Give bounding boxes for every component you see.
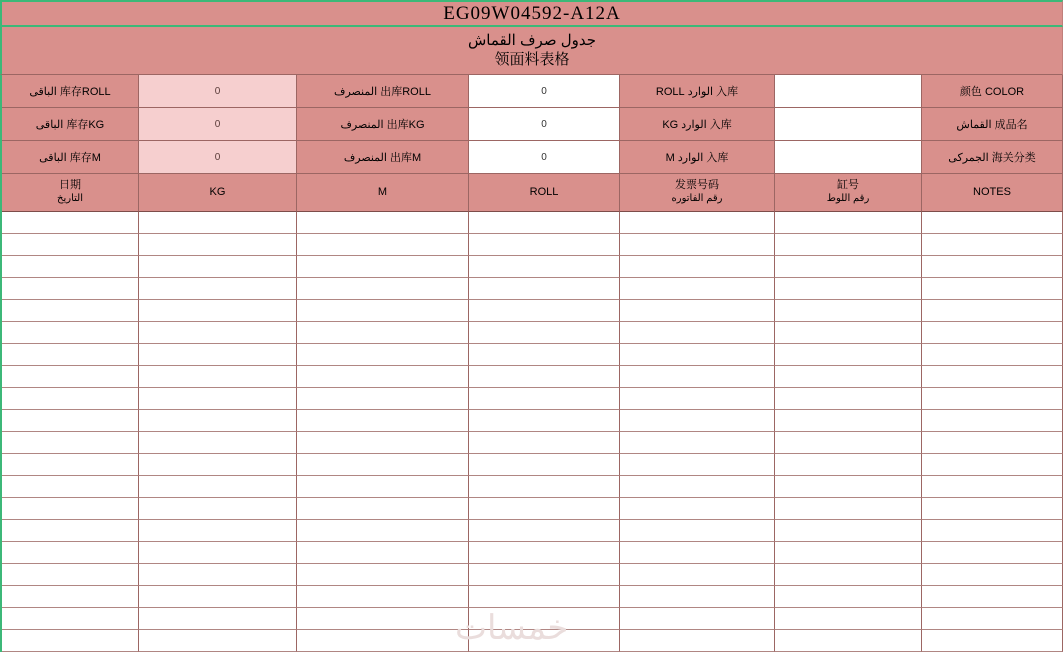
cell-lot[interactable] [775, 256, 922, 278]
cell-kg[interactable] [139, 410, 297, 432]
cell-invoice[interactable] [620, 586, 775, 608]
cell-kg[interactable] [139, 344, 297, 366]
cell-lot[interactable] [775, 234, 922, 256]
cell-date[interactable] [2, 608, 139, 630]
document-subtitle [0, 27, 1063, 75]
cell-roll[interactable] [469, 234, 620, 256]
subtitle-chinese: 领面料表格 [494, 50, 570, 68]
cell-lot[interactable] [775, 344, 922, 366]
cell-notes[interactable] [922, 410, 1063, 432]
cell-date[interactable] [2, 476, 139, 498]
product-name-label: 成品名 القماش [922, 108, 1063, 141]
cell-m[interactable] [297, 476, 469, 498]
cell-kg[interactable] [139, 476, 297, 498]
table-row [2, 520, 1063, 542]
table-row [2, 256, 1063, 278]
cell-invoice[interactable] [620, 542, 775, 564]
cell-kg[interactable] [139, 300, 297, 322]
column-header-lot-main: 缸号 [837, 179, 859, 192]
cell-invoice[interactable] [620, 278, 775, 300]
column-header-date-sub: التاريخ [57, 193, 83, 205]
cell-kg[interactable] [139, 520, 297, 542]
cell-m[interactable] [297, 344, 469, 366]
cell-date[interactable] [2, 586, 139, 608]
column-header-lot [775, 174, 922, 212]
cell-roll[interactable] [469, 256, 620, 278]
cell-invoice[interactable] [620, 564, 775, 586]
cell-notes[interactable] [922, 630, 1063, 652]
cell-notes[interactable] [922, 432, 1063, 454]
cell-invoice[interactable] [620, 344, 775, 366]
column-header-date-main: 日期 [59, 179, 81, 192]
column-header-invoice-main: 发票号码 [675, 179, 719, 192]
column-header-m [297, 174, 469, 212]
cell-invoice[interactable] [620, 608, 775, 630]
cell-invoice[interactable] [620, 630, 775, 652]
table-row [2, 608, 1063, 630]
cell-lot[interactable] [775, 432, 922, 454]
cell-lot[interactable] [775, 410, 922, 432]
cell-roll[interactable] [469, 300, 620, 322]
cell-kg[interactable] [139, 256, 297, 278]
cell-roll[interactable] [469, 608, 620, 630]
cell-invoice[interactable] [620, 322, 775, 344]
cell-notes[interactable] [922, 564, 1063, 586]
cell-date[interactable] [2, 388, 139, 410]
cell-m[interactable] [297, 212, 469, 234]
cell-notes[interactable] [922, 608, 1063, 630]
cell-roll[interactable] [469, 212, 620, 234]
out-kg-value[interactable]: 0 [469, 108, 620, 141]
column-header-m-main: M [377, 185, 388, 198]
table-row [2, 234, 1063, 256]
column-header-notes [922, 174, 1063, 212]
cell-m[interactable] [297, 256, 469, 278]
cell-lot[interactable] [775, 564, 922, 586]
cell-invoice[interactable] [620, 432, 775, 454]
info-row-kg [0, 108, 1063, 141]
out-kg-label: 出库KG المنصرف [297, 108, 469, 141]
cell-date[interactable] [2, 454, 139, 476]
subtitle-arabic: جدول صرف القماش [467, 31, 597, 49]
cell-invoice[interactable] [620, 498, 775, 520]
cell-m[interactable] [297, 432, 469, 454]
cell-roll[interactable] [469, 366, 620, 388]
table-row [2, 454, 1063, 476]
in-kg-value[interactable] [775, 108, 922, 141]
cell-notes[interactable] [922, 542, 1063, 564]
in-roll-label: 入库 الوارد ROLL [620, 75, 775, 108]
cell-date[interactable] [2, 344, 139, 366]
cell-notes[interactable] [922, 300, 1063, 322]
watermark: خمسات [455, 610, 569, 647]
cell-m[interactable] [297, 278, 469, 300]
cell-lot[interactable] [775, 520, 922, 542]
cell-invoice[interactable] [620, 366, 775, 388]
column-header-roll-main: ROLL [529, 185, 559, 198]
info-row-m [0, 141, 1063, 174]
cell-m[interactable] [297, 498, 469, 520]
color-label: 颜色 COLOR [922, 75, 1063, 108]
cell-m[interactable] [297, 520, 469, 542]
column-header-date [2, 174, 139, 212]
out-m-value[interactable]: 0 [469, 141, 620, 174]
table-row [2, 278, 1063, 300]
cell-kg[interactable] [139, 278, 297, 300]
cell-invoice[interactable] [620, 212, 775, 234]
table-row [2, 542, 1063, 564]
cell-notes[interactable] [922, 388, 1063, 410]
cell-notes[interactable] [922, 498, 1063, 520]
cell-kg[interactable] [139, 542, 297, 564]
cell-date[interactable] [2, 564, 139, 586]
cell-m[interactable] [297, 564, 469, 586]
table-row [2, 322, 1063, 344]
out-roll-label: 出库ROLL المنصرف [297, 75, 469, 108]
cell-m[interactable] [297, 234, 469, 256]
cell-m[interactable] [297, 300, 469, 322]
cell-lot[interactable] [775, 608, 922, 630]
column-header-invoice-sub: رقم الفاتوره [671, 193, 723, 205]
cell-roll[interactable] [469, 476, 620, 498]
cell-lot[interactable] [775, 278, 922, 300]
cell-date[interactable] [2, 366, 139, 388]
cell-date[interactable] [2, 630, 139, 652]
out-m-label: 出库M المنصرف [297, 141, 469, 174]
out-roll-value[interactable]: 0 [469, 75, 620, 108]
cell-date[interactable] [2, 432, 139, 454]
cell-notes[interactable] [922, 322, 1063, 344]
cell-invoice[interactable] [620, 410, 775, 432]
table-row [2, 388, 1063, 410]
table-row [2, 300, 1063, 322]
table-row [2, 564, 1063, 586]
cell-kg[interactable] [139, 586, 297, 608]
cell-roll[interactable] [469, 498, 620, 520]
cell-date[interactable] [2, 520, 139, 542]
cell-kg[interactable] [139, 630, 297, 652]
in-m-value[interactable] [775, 141, 922, 174]
cell-invoice[interactable] [620, 476, 775, 498]
table-row [2, 344, 1063, 366]
cell-roll[interactable] [469, 322, 620, 344]
cell-notes[interactable] [922, 344, 1063, 366]
cell-roll[interactable] [469, 410, 620, 432]
cell-m[interactable] [297, 388, 469, 410]
table-row [2, 410, 1063, 432]
cell-m[interactable] [297, 366, 469, 388]
cell-m[interactable] [297, 410, 469, 432]
cell-roll[interactable] [469, 278, 620, 300]
column-header-notes-main: NOTES [973, 185, 1011, 198]
cell-kg[interactable] [139, 564, 297, 586]
cell-date[interactable] [2, 498, 139, 520]
column-header-invoice [620, 174, 775, 212]
cell-notes[interactable] [922, 520, 1063, 542]
cell-notes[interactable] [922, 476, 1063, 498]
cell-notes[interactable] [922, 234, 1063, 256]
cell-lot[interactable] [775, 454, 922, 476]
cell-m[interactable] [297, 322, 469, 344]
table-header-row [0, 174, 1063, 212]
cell-kg[interactable] [139, 608, 297, 630]
cell-date[interactable] [2, 542, 139, 564]
cell-lot[interactable] [775, 300, 922, 322]
cell-roll[interactable] [469, 564, 620, 586]
cell-roll[interactable] [469, 388, 620, 410]
cell-roll[interactable] [469, 586, 620, 608]
table-row [2, 476, 1063, 498]
cell-date[interactable] [2, 234, 139, 256]
cell-m[interactable] [297, 454, 469, 476]
cell-kg[interactable] [139, 432, 297, 454]
cell-kg[interactable] [139, 212, 297, 234]
cell-kg[interactable] [139, 234, 297, 256]
cell-date[interactable] [2, 300, 139, 322]
cell-notes[interactable] [922, 278, 1063, 300]
cell-roll[interactable] [469, 344, 620, 366]
stock-kg-label: 库存KG الباقى [2, 108, 139, 141]
page-title: EG09W04592-A12A [443, 2, 621, 24]
document-title-bar [0, 0, 1063, 27]
table-body [0, 212, 1063, 652]
cell-lot[interactable] [775, 212, 922, 234]
cell-roll[interactable] [469, 454, 620, 476]
column-header-lot-sub: رقم اللوط [826, 193, 870, 205]
cell-kg[interactable] [139, 498, 297, 520]
stock-m-label: 库存M الباقى [2, 141, 139, 174]
in-roll-value[interactable] [775, 75, 922, 108]
cell-lot[interactable] [775, 542, 922, 564]
cell-lot[interactable] [775, 476, 922, 498]
cell-lot[interactable] [775, 388, 922, 410]
cell-date[interactable] [2, 212, 139, 234]
cell-notes[interactable] [922, 366, 1063, 388]
in-m-label: 入库 الوارد M [620, 141, 775, 174]
table-row [2, 366, 1063, 388]
cell-date[interactable] [2, 256, 139, 278]
cell-kg[interactable] [139, 454, 297, 476]
cell-notes[interactable] [922, 256, 1063, 278]
cell-notes[interactable] [922, 454, 1063, 476]
column-header-kg-main: KG [209, 185, 226, 198]
cell-notes[interactable] [922, 212, 1063, 234]
stock-roll-value[interactable]: 0 [139, 75, 297, 108]
cell-roll[interactable] [469, 542, 620, 564]
cell-invoice[interactable] [620, 234, 775, 256]
table-row [2, 498, 1063, 520]
cell-roll[interactable] [469, 432, 620, 454]
cell-invoice[interactable] [620, 388, 775, 410]
cell-kg[interactable] [139, 366, 297, 388]
table-row [2, 586, 1063, 608]
info-row-roll [0, 75, 1063, 108]
in-kg-label: 入库 الوارد KG [620, 108, 775, 141]
cell-roll[interactable] [469, 630, 620, 652]
stock-kg-value[interactable]: 0 [139, 108, 297, 141]
stock-m-value[interactable]: 0 [139, 141, 297, 174]
stock-roll-label: 库存ROLL الباقى [2, 75, 139, 108]
table-row [2, 212, 1063, 234]
cell-invoice[interactable] [620, 520, 775, 542]
cell-m[interactable] [297, 586, 469, 608]
cell-notes[interactable] [922, 586, 1063, 608]
column-header-kg [139, 174, 297, 212]
cell-lot[interactable] [775, 366, 922, 388]
cell-date[interactable] [2, 410, 139, 432]
cell-lot[interactable] [775, 322, 922, 344]
cell-lot[interactable] [775, 630, 922, 652]
cell-m[interactable] [297, 608, 469, 630]
column-header-roll [469, 174, 620, 212]
cell-invoice[interactable] [620, 256, 775, 278]
cell-kg[interactable] [139, 322, 297, 344]
table-row [2, 630, 1063, 652]
cell-invoice[interactable] [620, 300, 775, 322]
cell-invoice[interactable] [620, 454, 775, 476]
cell-m[interactable] [297, 542, 469, 564]
table-row [2, 432, 1063, 454]
customs-class-label: 海关分类 الجمركى [922, 141, 1063, 174]
cell-lot[interactable] [775, 498, 922, 520]
cell-date[interactable] [2, 278, 139, 300]
cell-m[interactable] [297, 630, 469, 652]
cell-date[interactable] [2, 322, 139, 344]
cell-roll[interactable] [469, 520, 620, 542]
cell-lot[interactable] [775, 586, 922, 608]
cell-kg[interactable] [139, 388, 297, 410]
